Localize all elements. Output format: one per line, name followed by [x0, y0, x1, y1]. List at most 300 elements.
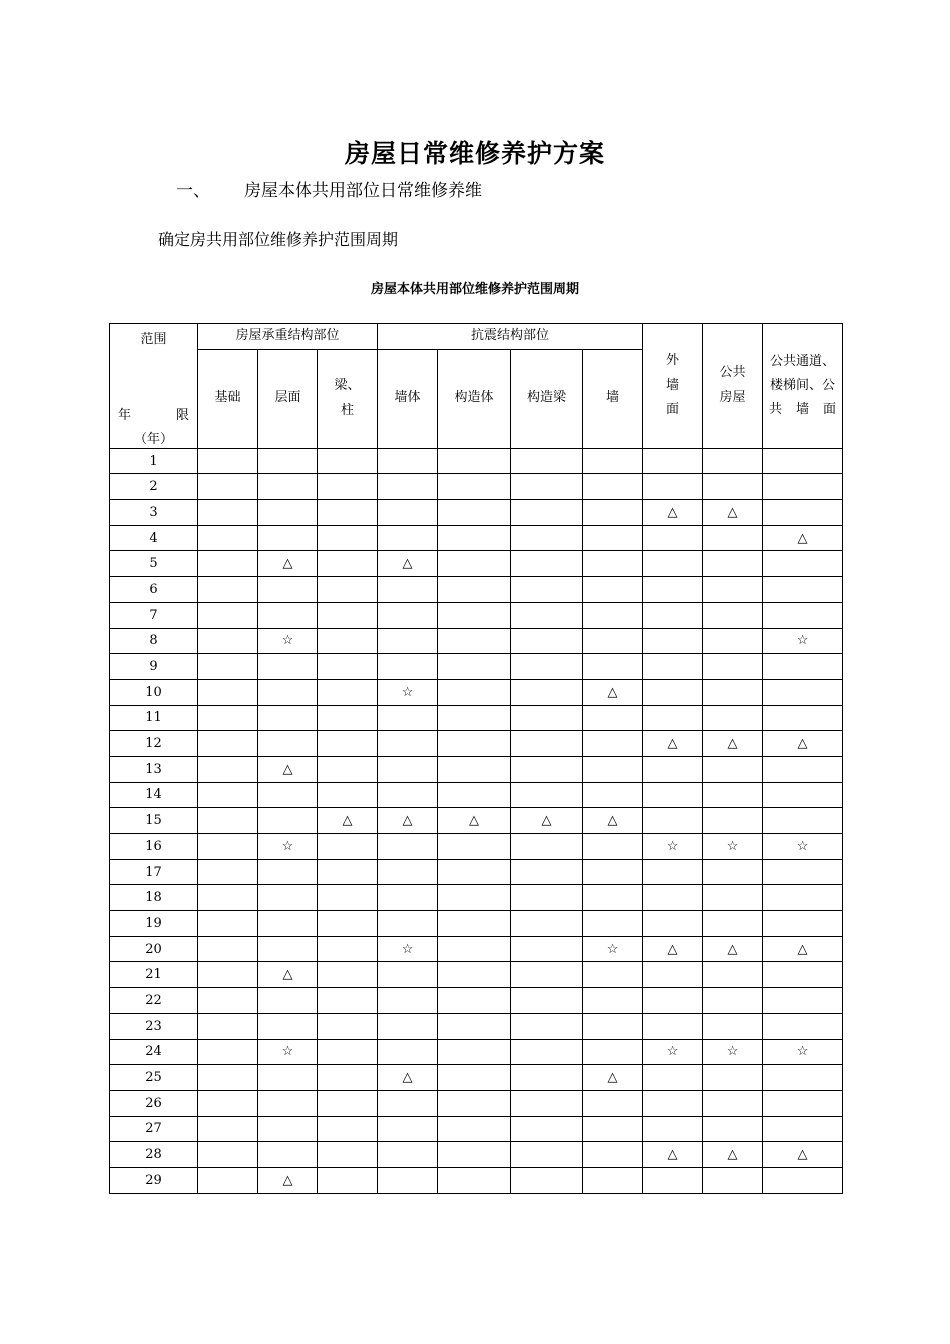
mark-cell: [318, 1116, 378, 1142]
mark-cell: [703, 1013, 763, 1039]
mark-cell: [318, 731, 378, 757]
mark-cell: [583, 602, 643, 628]
year-cell: 18: [110, 885, 198, 911]
mark-cell: [643, 1090, 703, 1116]
exterior-wall-label: 外 墙 面: [666, 352, 680, 418]
mark-cell: [438, 500, 511, 526]
mark-cell: ☆: [703, 1039, 763, 1065]
table-row: [110, 859, 843, 885]
mark-cell: [258, 679, 318, 705]
mark-cell: [198, 756, 258, 782]
mark-cell: [763, 705, 843, 731]
table-row: [110, 911, 843, 937]
mark-cell: [318, 1065, 378, 1091]
year-cell: 29: [110, 1167, 198, 1193]
mark-cell: [378, 962, 438, 988]
mark-cell: [703, 1116, 763, 1142]
mark-cell: [703, 988, 763, 1014]
mark-cell: [198, 731, 258, 757]
mark-cell: [198, 1039, 258, 1065]
year-cell: 2: [110, 474, 198, 500]
mark-cell: [643, 756, 703, 782]
mark-cell: [438, 1065, 511, 1091]
mark-cell: [438, 679, 511, 705]
mark-cell: [703, 859, 763, 885]
mark-cell: [438, 859, 511, 885]
corner-years-label: [118, 404, 189, 429]
mark-cell: [643, 1013, 703, 1039]
mark-cell: [763, 602, 843, 628]
mark-cell: △: [258, 756, 318, 782]
mark-cell: [703, 1065, 763, 1091]
mark-cell: [378, 1116, 438, 1142]
mark-cell: [438, 602, 511, 628]
mark-cell: [511, 782, 583, 808]
mark-cell: [643, 679, 703, 705]
table-row: [110, 1013, 843, 1039]
mark-cell: △: [318, 808, 378, 834]
mark-cell: [511, 602, 583, 628]
mark-cell: [438, 782, 511, 808]
mark-cell: [258, 577, 318, 603]
mark-cell: [763, 1167, 843, 1193]
mark-cell: [198, 1167, 258, 1193]
mark-cell: [318, 936, 378, 962]
mark-cell: [438, 577, 511, 603]
year-cell: 1: [110, 448, 198, 474]
year-cell: 10: [110, 679, 198, 705]
mark-cell: [318, 705, 378, 731]
mark-cell: [511, 885, 583, 911]
mark-cell: [378, 988, 438, 1014]
corner-year-char: 年: [118, 408, 132, 423]
mark-cell: [378, 782, 438, 808]
mark-cell: [763, 500, 843, 526]
mark-cell: [583, 834, 643, 860]
mark-cell: △: [258, 962, 318, 988]
mark-cell: [583, 859, 643, 885]
mark-cell: [511, 448, 583, 474]
table-row: [110, 525, 843, 551]
mark-cell: [763, 911, 843, 937]
group-header-bearing: 房屋承重结构部位: [198, 324, 378, 350]
table-row: [110, 500, 843, 526]
col-header-public-passage: 公共通道、楼梯间、公共墙面: [763, 324, 843, 449]
mark-cell: [703, 474, 763, 500]
mark-cell: [318, 782, 378, 808]
mark-cell: [378, 705, 438, 731]
year-cell: 20: [110, 936, 198, 962]
mark-cell: [318, 602, 378, 628]
mark-cell: [703, 654, 763, 680]
mark-cell: [763, 551, 843, 577]
mark-cell: [198, 448, 258, 474]
mark-cell: [258, 911, 318, 937]
year-cell: 12: [110, 731, 198, 757]
mark-cell: △: [583, 679, 643, 705]
mark-cell: [258, 654, 318, 680]
table-row: [110, 602, 843, 628]
table-row: [110, 1039, 843, 1065]
mark-cell: [583, 525, 643, 551]
mark-cell: [643, 1116, 703, 1142]
mark-cell: [378, 859, 438, 885]
mark-cell: [763, 577, 843, 603]
mark-cell: [378, 448, 438, 474]
mark-cell: [643, 551, 703, 577]
mark-cell: [703, 782, 763, 808]
mark-cell: ☆: [763, 628, 843, 654]
mark-cell: [318, 448, 378, 474]
mark-cell: △: [763, 525, 843, 551]
mark-cell: [643, 808, 703, 834]
mark-cell: [198, 936, 258, 962]
year-cell: 11: [110, 705, 198, 731]
mark-cell: △: [643, 1142, 703, 1168]
table-row: [110, 988, 843, 1014]
year-cell: 9: [110, 654, 198, 680]
mark-cell: [643, 1167, 703, 1193]
mark-cell: △: [703, 731, 763, 757]
mark-cell: [258, 936, 318, 962]
mark-cell: [511, 731, 583, 757]
public-house-line1: 公共: [719, 365, 746, 381]
mark-cell: [703, 679, 763, 705]
mark-cell: [763, 808, 843, 834]
mark-cell: [643, 577, 703, 603]
mark-cell: [198, 654, 258, 680]
mark-cell: [643, 1065, 703, 1091]
mark-cell: [318, 474, 378, 500]
mark-cell: ☆: [643, 834, 703, 860]
mark-cell: △: [763, 731, 843, 757]
mark-cell: [763, 448, 843, 474]
mark-cell: [318, 1039, 378, 1065]
mark-cell: △: [378, 808, 438, 834]
mark-cell: [438, 1090, 511, 1116]
mark-cell: [583, 577, 643, 603]
table-row: [110, 936, 843, 962]
mark-cell: [318, 962, 378, 988]
mark-cell: [198, 859, 258, 885]
mark-cell: [378, 756, 438, 782]
table-row: [110, 1116, 843, 1142]
mark-cell: [318, 834, 378, 860]
mark-cell: △: [643, 936, 703, 962]
table-caption: 房屋本体共用部位维修养护范围周期: [370, 282, 579, 297]
mark-cell: [511, 577, 583, 603]
mark-cell: [378, 654, 438, 680]
mark-cell: [318, 885, 378, 911]
mark-cell: [643, 911, 703, 937]
mark-cell: ☆: [258, 628, 318, 654]
mark-cell: [198, 474, 258, 500]
mark-cell: △: [643, 500, 703, 526]
table-row: [110, 885, 843, 911]
year-cell: 27: [110, 1116, 198, 1142]
mark-cell: △: [258, 551, 318, 577]
year-cell: 7: [110, 602, 198, 628]
table-row: [110, 782, 843, 808]
table-row: [110, 1065, 843, 1091]
mark-cell: [703, 448, 763, 474]
mark-cell: [318, 1142, 378, 1168]
col-header-floor: 层面: [258, 349, 318, 448]
table-row: [110, 1142, 843, 1168]
mark-cell: [583, 705, 643, 731]
mark-cell: ☆: [703, 834, 763, 860]
mark-cell: [378, 602, 438, 628]
mark-cell: [258, 885, 318, 911]
year-cell: 8: [110, 628, 198, 654]
mark-cell: [438, 448, 511, 474]
mark-cell: [643, 628, 703, 654]
mark-cell: [378, 577, 438, 603]
mark-cell: [511, 936, 583, 962]
table-row: [110, 1090, 843, 1116]
mark-cell: [438, 628, 511, 654]
table-row: [110, 679, 843, 705]
mark-cell: [511, 1116, 583, 1142]
mark-cell: [438, 731, 511, 757]
table-row: [110, 731, 843, 757]
mark-cell: [763, 654, 843, 680]
mark-cell: [198, 885, 258, 911]
mark-cell: [258, 500, 318, 526]
mark-cell: [198, 1090, 258, 1116]
mark-cell: [583, 962, 643, 988]
section-heading: [176, 176, 482, 201]
mark-cell: [378, 474, 438, 500]
mark-cell: [643, 705, 703, 731]
col-header-exterior-wall: [643, 324, 703, 449]
corner-header-cell: [110, 324, 198, 449]
mark-cell: [583, 551, 643, 577]
mark-cell: [763, 782, 843, 808]
mark-cell: △: [583, 1065, 643, 1091]
mark-cell: [438, 988, 511, 1014]
mark-cell: [511, 756, 583, 782]
year-cell: 3: [110, 500, 198, 526]
mark-cell: [703, 756, 763, 782]
mark-cell: [378, 911, 438, 937]
mark-cell: △: [258, 1167, 318, 1193]
page-title: 房屋日常维修养护方案: [344, 139, 605, 168]
mark-cell: △: [438, 808, 511, 834]
mark-cell: [763, 962, 843, 988]
mark-cell: [198, 988, 258, 1014]
mark-cell: [198, 782, 258, 808]
mark-cell: [511, 525, 583, 551]
mark-cell: [703, 1167, 763, 1193]
mark-cell: [763, 859, 843, 885]
mark-cell: [511, 551, 583, 577]
mark-cell: [438, 525, 511, 551]
table-row: [110, 705, 843, 731]
table-row: [110, 474, 843, 500]
mark-cell: [703, 525, 763, 551]
year-cell: 26: [110, 1090, 198, 1116]
mark-cell: [583, 1013, 643, 1039]
mark-cell: [438, 1013, 511, 1039]
mark-cell: [438, 756, 511, 782]
mark-cell: [511, 679, 583, 705]
public-house-line2: 房屋: [719, 389, 746, 405]
col-header-public-house: [703, 324, 763, 449]
mark-cell: [703, 602, 763, 628]
mark-cell: [643, 448, 703, 474]
mark-cell: [438, 1039, 511, 1065]
mark-cell: [258, 808, 318, 834]
mark-cell: [438, 936, 511, 962]
mark-cell: [703, 705, 763, 731]
mark-cell: [583, 756, 643, 782]
mark-cell: [258, 474, 318, 500]
mark-cell: [318, 756, 378, 782]
mark-cell: [583, 1090, 643, 1116]
mark-cell: [258, 859, 318, 885]
mark-cell: [318, 859, 378, 885]
mark-cell: [438, 962, 511, 988]
mark-cell: △: [378, 551, 438, 577]
mark-cell: [763, 1013, 843, 1039]
mark-cell: [511, 500, 583, 526]
mark-cell: [198, 602, 258, 628]
section-text: 房屋本体共用部位日常维修养维: [244, 181, 482, 201]
mark-cell: [763, 1116, 843, 1142]
mark-cell: [378, 500, 438, 526]
table-body: [110, 448, 843, 1193]
mark-cell: △: [703, 936, 763, 962]
mark-cell: [378, 525, 438, 551]
mark-cell: [198, 911, 258, 937]
mark-cell: △: [703, 500, 763, 526]
mark-cell: [511, 654, 583, 680]
mark-cell: [198, 628, 258, 654]
mark-cell: [258, 1090, 318, 1116]
table-row: [110, 577, 843, 603]
year-cell: 21: [110, 962, 198, 988]
table-row: [110, 654, 843, 680]
mark-cell: [583, 1167, 643, 1193]
mark-cell: △: [763, 936, 843, 962]
mark-cell: [318, 1090, 378, 1116]
mark-cell: [318, 525, 378, 551]
mark-cell: [703, 551, 763, 577]
mark-cell: [583, 474, 643, 500]
mark-cell: [583, 1142, 643, 1168]
mark-cell: [763, 474, 843, 500]
mark-cell: [511, 628, 583, 654]
mark-cell: [583, 988, 643, 1014]
mark-cell: [438, 911, 511, 937]
mark-cell: [703, 808, 763, 834]
mark-cell: ☆: [378, 936, 438, 962]
mark-cell: [583, 500, 643, 526]
mark-cell: △: [703, 1142, 763, 1168]
mark-cell: [318, 679, 378, 705]
mark-cell: [258, 602, 318, 628]
col-header-beam-column: [318, 349, 378, 448]
mark-cell: ☆: [258, 834, 318, 860]
mark-cell: [511, 911, 583, 937]
mark-cell: [258, 782, 318, 808]
mark-cell: [198, 1116, 258, 1142]
mark-cell: [583, 654, 643, 680]
mark-cell: [583, 782, 643, 808]
mark-cell: [438, 1142, 511, 1168]
mark-cell: [198, 1013, 258, 1039]
mark-cell: [198, 551, 258, 577]
col-header-foundation: 基础: [198, 349, 258, 448]
table-row: [110, 1167, 843, 1193]
mark-cell: [318, 577, 378, 603]
mark-cell: [378, 731, 438, 757]
mark-cell: [643, 602, 703, 628]
mark-cell: [198, 705, 258, 731]
mark-cell: [763, 1065, 843, 1091]
table-row: [110, 756, 843, 782]
mark-cell: [198, 679, 258, 705]
mark-cell: ☆: [763, 834, 843, 860]
mark-cell: [511, 962, 583, 988]
beam-line1: 梁、: [334, 378, 361, 393]
table-row: [110, 551, 843, 577]
mark-cell: [583, 885, 643, 911]
col-header-wall: 墙: [583, 349, 643, 448]
mark-cell: [643, 654, 703, 680]
mark-cell: [583, 911, 643, 937]
mark-cell: △: [583, 808, 643, 834]
mark-cell: ☆: [378, 679, 438, 705]
mark-cell: [511, 1090, 583, 1116]
corner-unit-label: （年）: [133, 432, 173, 447]
year-cell: 17: [110, 859, 198, 885]
mark-cell: [318, 500, 378, 526]
mark-cell: △: [763, 1142, 843, 1168]
maintenance-table: [109, 323, 843, 1194]
mark-cell: [378, 1090, 438, 1116]
mark-cell: [318, 988, 378, 1014]
mark-cell: [763, 885, 843, 911]
year-cell: 4: [110, 525, 198, 551]
year-cell: 22: [110, 988, 198, 1014]
table-row: [110, 834, 843, 860]
mark-cell: [511, 474, 583, 500]
year-cell: 6: [110, 577, 198, 603]
mark-cell: [511, 1142, 583, 1168]
year-cell: 5: [110, 551, 198, 577]
mark-cell: [318, 1013, 378, 1039]
section-number: 一、: [176, 181, 210, 201]
mark-cell: [643, 962, 703, 988]
mark-cell: [258, 448, 318, 474]
table-row: [110, 628, 843, 654]
mark-cell: [511, 859, 583, 885]
mark-cell: [583, 628, 643, 654]
mark-cell: ☆: [763, 1039, 843, 1065]
mark-cell: [318, 654, 378, 680]
mark-cell: [511, 1013, 583, 1039]
mark-cell: [258, 1013, 318, 1039]
year-cell: 24: [110, 1039, 198, 1065]
corner-range-label: 范围: [140, 332, 167, 347]
group-header-seismic: 抗震结构部位: [378, 324, 643, 350]
mark-cell: [378, 885, 438, 911]
mark-cell: [378, 1013, 438, 1039]
mark-cell: [703, 577, 763, 603]
year-cell: 28: [110, 1142, 198, 1168]
